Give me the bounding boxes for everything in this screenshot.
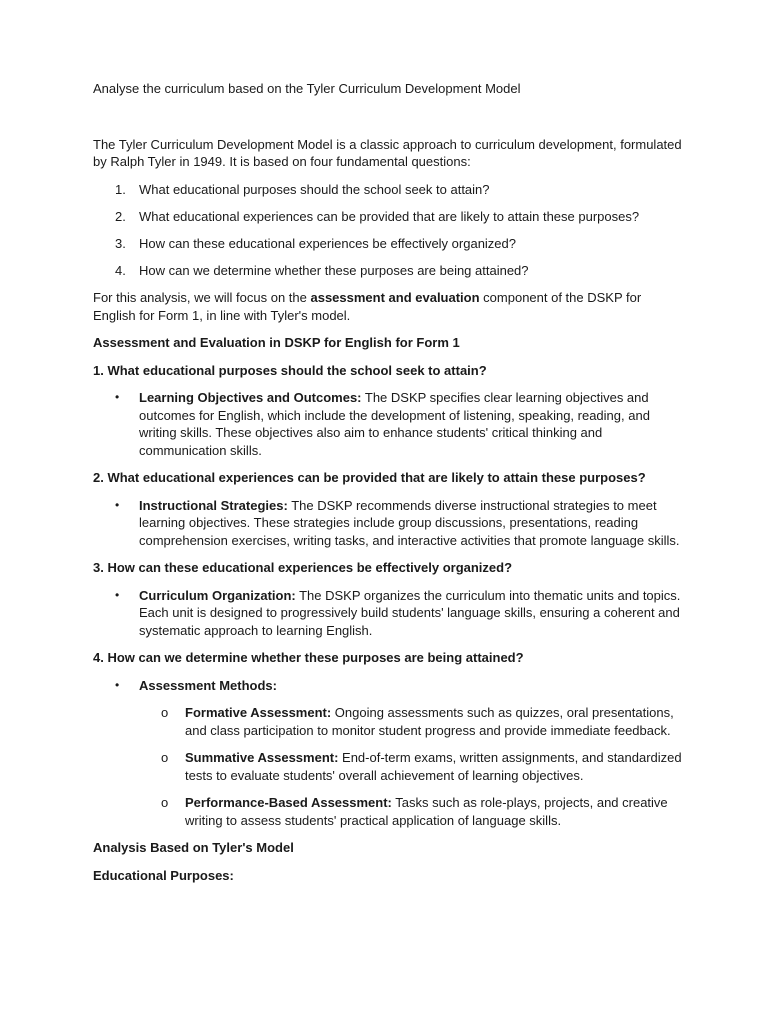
list-item: [93, 262, 683, 280]
list-item: [93, 181, 683, 199]
bullet-label: Learning Objectives and Outcomes:: [139, 390, 362, 405]
bullet-icon: •: [115, 390, 120, 404]
question-heading-2: 2. What educational experiences can be provided that are likely to attain these purposes?: [93, 470, 646, 485]
list-item: [139, 749, 683, 784]
bullet-text: The DSKP specifies clear learning objectives and outcomes for English, which include the development of listening, speaking, reading, and writing skills. These objectives also aim to enhance students' critical thinking and communication skills.: [139, 390, 650, 458]
list-item: [93, 235, 683, 253]
educational-purposes-heading: Educational Purposes:: [93, 867, 234, 883]
bullet-list: [93, 587, 683, 640]
list-item-text: How can we determine whether these purposes are being attained?: [139, 262, 529, 278]
bullet-label: Instructional Strategies:: [139, 497, 288, 513]
sub-bullet-list: [139, 704, 683, 829]
bullet-list: [93, 389, 683, 459]
list-number: 2.: [115, 208, 126, 224]
bullet-list: [93, 497, 683, 550]
sub-bullet-text: Tasks such as role-plays, projects, and creative writing to assess students' practical application of language skills.: [185, 795, 668, 828]
bullet-text: The DSKP recommends diverse instructional strategies to meet learning objectives. These strategies include group discussions, presentations, reading comprehension exercises, writing tasks, and interactive activities that promote language skills.: [139, 497, 680, 548]
list-number: 3.: [115, 235, 126, 251]
list-number: 1.: [115, 181, 126, 197]
question-heading-3: 3. How can these educational experiences be effectively organized?: [93, 560, 513, 575]
focus-text-bold: assessment and evaluation: [310, 290, 480, 305]
question-heading-1: 1. What educational purposes should the school seek to attain?: [93, 362, 487, 378]
bullet-icon: •: [115, 677, 120, 692]
list-item-text: What educational experiences can be provided that are likely to attain these purposes?: [139, 208, 640, 224]
sub-bullet-label: Summative Assessment:: [185, 750, 339, 765]
document-title: Analyse the curriculum based on the Tyler Curriculum Development Model: [93, 81, 521, 96]
bullet-text: The DSKP organizes the curriculum into thematic units and topics. Each unit is designed to progressively build students' language skills, ensuring a coherent and systematic approach to learning English.: [139, 587, 681, 638]
analysis-heading: Analysis Based on Tyler's Model: [93, 840, 294, 855]
question-heading-4: 4. How can we determine whether these purposes are being attained?: [93, 650, 524, 665]
circle-bullet-icon: o: [161, 705, 169, 720]
list-item: [93, 497, 683, 550]
focus-text-after: component of the DSKP for English for Form 1, in line with Tyler's model.: [93, 290, 642, 323]
list-item-text: How can these educational experiences be effectively organized?: [139, 235, 516, 251]
sub-bullet-text: End-of-term exams, written assignments, and standardized tests to evaluate students' overall achievement of learning objectives.: [185, 750, 682, 783]
document-page: [93, 80, 683, 894]
list-item: [139, 794, 683, 829]
sub-bullet-text: Ongoing assessments such as quizzes, oral presentations, and class participation to monitor student progress and provide immediate feedback.: [185, 705, 674, 738]
sub-bullet-label: Performance-Based Assessment:: [185, 795, 392, 810]
list-number: 4.: [115, 262, 126, 278]
focus-text-before: For this analysis, we will focus on the: [93, 290, 311, 305]
list-item: [93, 389, 683, 459]
bullet-list: [93, 677, 683, 830]
bullet-label: Curriculum Organization:: [139, 587, 296, 603]
section-heading: Assessment and Evaluation in DSKP for English for Form 1: [93, 335, 460, 350]
bullet-label: Assessment Methods:: [139, 677, 277, 693]
list-item: [93, 677, 683, 830]
list-item: [139, 704, 683, 739]
circle-bullet-icon: o: [161, 750, 169, 765]
list-item: [93, 208, 683, 226]
intro-paragraph: The Tyler Curriculum Development Model is a classic approach to curriculum development, formulated by Ralph Tyler in 1949. It is based on four fundamental questions:: [93, 136, 682, 169]
focus-paragraph: [93, 289, 683, 324]
bullet-icon: •: [115, 587, 120, 602]
bullet-icon: •: [115, 497, 120, 512]
circle-bullet-icon: o: [161, 795, 169, 810]
sub-bullet-label: Formative Assessment:: [185, 705, 332, 720]
questions-list: [93, 181, 683, 280]
list-item: [93, 587, 683, 640]
list-item-text: What educational purposes should the school seek to attain?: [139, 181, 490, 197]
